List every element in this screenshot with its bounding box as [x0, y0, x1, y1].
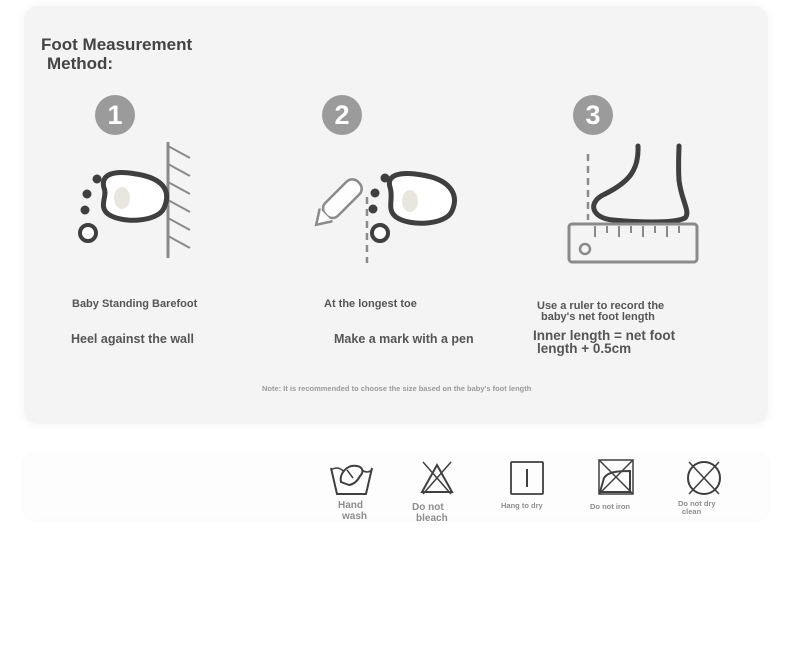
foot-on-ruler-icon	[565, 140, 705, 268]
step-3-caption-2: baby's net foot length	[541, 311, 655, 323]
care-label-do-not-bleach-2: bleach	[416, 513, 448, 524]
step-2-instruction: Make a mark with a pen	[334, 332, 474, 346]
care-label-hang-to-dry: Hang to dry	[501, 501, 543, 510]
step-1-instruction: Heel against the wall	[71, 332, 194, 346]
title-line-1: Foot Measurement	[41, 35, 193, 54]
care-instructions-bar	[24, 455, 768, 519]
do-not-dry-clean-icon	[686, 459, 722, 497]
care-label-do-not-bleach-1: Do not	[412, 502, 444, 513]
do-not-iron-icon	[598, 458, 634, 498]
foot-against-wall-icon	[70, 138, 200, 263]
step-1-badge: 1	[95, 95, 135, 135]
page-title	[41, 35, 192, 73]
size-note: Note: It is recommended to choose the size based on the baby's foot length	[262, 384, 532, 393]
step-2-badge: 2	[322, 95, 362, 135]
care-label-hand-wash-2: wash	[342, 511, 368, 522]
step-3-badge: 3	[573, 95, 613, 135]
care-label-do-not-dry-clean-2: clean	[682, 507, 702, 516]
care-label-hand-wash-1: Hand	[338, 500, 363, 511]
step-3-instruction-2: length + 0.5cm	[537, 341, 632, 356]
step-1-caption: Baby Standing Barefoot	[72, 298, 198, 310]
do-not-bleach-icon	[419, 460, 455, 496]
step-3-caption-1: Use a ruler to record the	[537, 300, 665, 312]
care-label-do-not-dry-clean-1: Do not dry	[678, 499, 716, 508]
hang-to-dry-icon	[510, 461, 544, 495]
care-label-do-not-iron: Do not iron	[590, 502, 630, 511]
hand-wash-icon	[329, 460, 374, 496]
step-3-instruction-1: Inner length = net foot	[533, 328, 676, 343]
step-2-caption: At the longest toe	[324, 298, 417, 310]
title-line-2: Method:	[47, 54, 114, 73]
pen-mark-icon	[306, 165, 466, 265]
